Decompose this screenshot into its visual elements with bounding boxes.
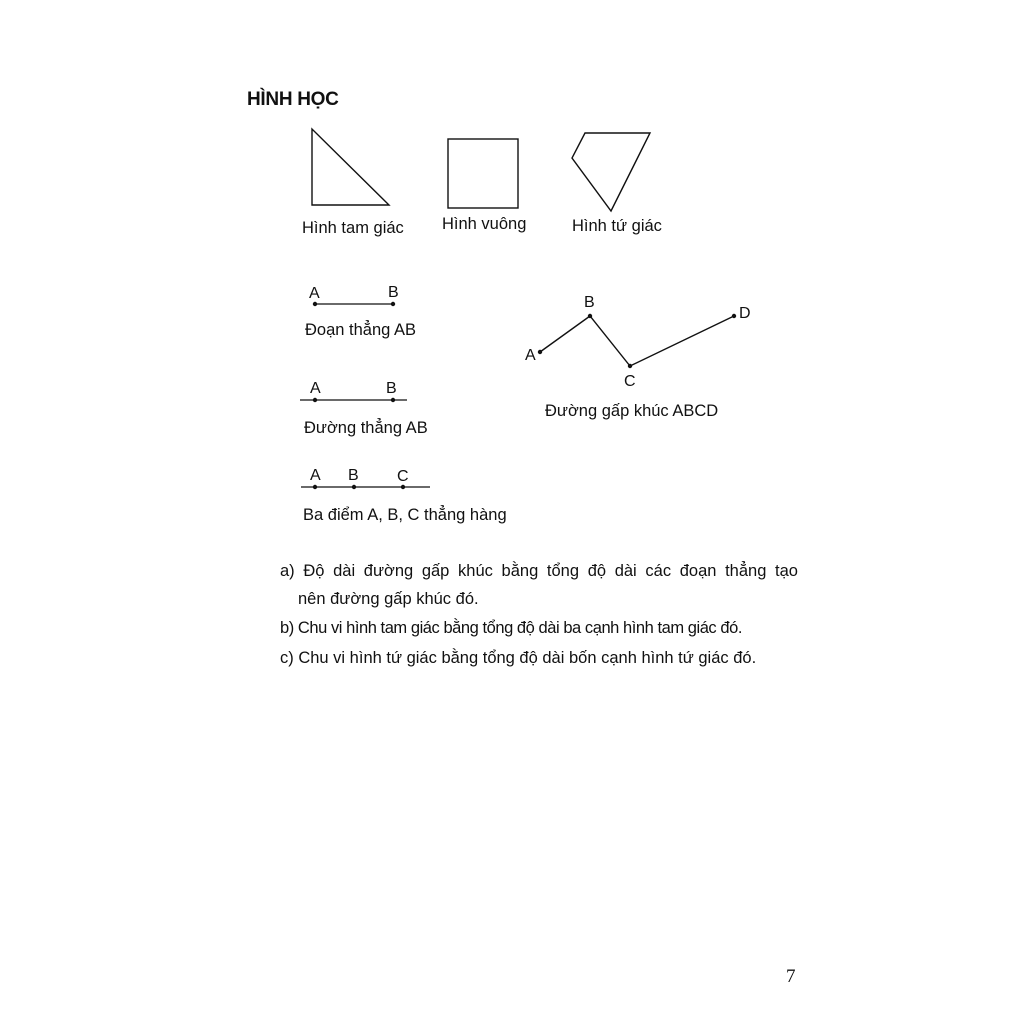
note-a-line1: a) Độ dài đường gấp khúc bằng tổng độ dài các đoạn thẳng tạo	[280, 562, 798, 580]
note-c: c) Chu vi hình tứ giác bằng tổng độ dài bốn cạnh hình tứ giác đó.	[280, 649, 757, 667]
line-caption: Đường thẳng AB	[304, 419, 428, 437]
note-a-line2: nên đường gấp khúc đó.	[298, 590, 479, 608]
triangle-caption: Hình tam giác	[302, 219, 404, 237]
segment-point-a-label: A	[309, 285, 320, 302]
polyline-point-b-label: B	[584, 294, 595, 311]
collinear-point-b-label: B	[348, 467, 359, 484]
square-caption: Hình vuông	[442, 215, 527, 233]
segment-caption: Đoạn thẳng AB	[305, 321, 417, 339]
line-point-b-label: B	[386, 380, 397, 397]
section-title: HÌNH HỌC	[247, 89, 339, 110]
segment-point-b-label: B	[388, 284, 399, 301]
triangle-shape	[312, 129, 389, 205]
polyline-point-d-label: D	[739, 305, 751, 322]
page-number: 7	[786, 966, 796, 987]
collinear-points-figure	[301, 485, 430, 489]
line-point-a-label: A	[310, 380, 321, 397]
polyline-abcd-figure	[538, 314, 736, 368]
collinear-point-c-label: C	[397, 468, 409, 485]
line-ab-figure	[300, 398, 407, 402]
quadrilateral-caption: Hình tứ giác	[572, 217, 662, 235]
polyline-point-a-label: A	[525, 347, 536, 364]
polyline-point-c-label: C	[624, 373, 636, 390]
segment-ab-figure	[313, 302, 395, 306]
note-b: b) Chu vi hình tam giác bằng tổng độ dài ba cạnh hình tam giác đó.	[280, 619, 742, 637]
collinear-point-a-label: A	[310, 467, 321, 484]
polyline-caption: Đường gấp khúc ABCD	[545, 402, 719, 420]
square-shape	[448, 139, 518, 208]
collinear-caption: Ba điểm A, B, C thẳng hàng	[303, 506, 507, 524]
quadrilateral-shape	[572, 133, 650, 211]
